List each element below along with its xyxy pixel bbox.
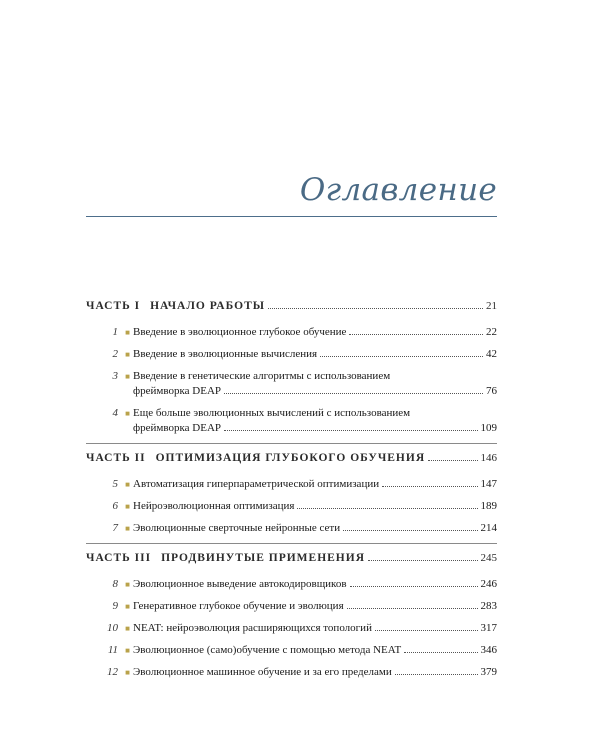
chapter-number: 12 [107, 666, 118, 678]
toc-chapter-entry[interactable] [86, 369, 497, 399]
chapter-body [133, 521, 497, 536]
chapter-title: NEAT: нейроэволюция расширяющихся топологий [133, 622, 372, 634]
chapter-body [133, 325, 497, 340]
chapter-body [133, 599, 497, 614]
chapter-number: 6 [112, 500, 118, 512]
chapter-body [133, 621, 497, 636]
part-page-number: 245 [480, 552, 497, 564]
chapter-title: Автоматизация гиперпараметрической оптимизации [133, 478, 380, 490]
toc-chapter-entry[interactable] [86, 347, 497, 362]
chapter-body [133, 499, 497, 514]
dot-leader [343, 530, 477, 531]
square-bullet-icon: ■ [125, 350, 130, 359]
chapter-title: Еще больше эволюционных вычислений с использованием [133, 407, 411, 419]
square-bullet-icon: ■ [125, 480, 130, 489]
part-divider [86, 543, 497, 544]
chapter-page-number: 109 [480, 422, 497, 434]
chapter-page-number: 246 [480, 578, 497, 590]
chapter-body [133, 347, 497, 362]
chapter-title: Введение в эволюционное глубокое обучение [133, 326, 347, 338]
part-number: ЧАСТЬ I [86, 300, 141, 312]
dot-leader [404, 652, 477, 653]
title-rule [86, 216, 497, 217]
dot-leader [297, 508, 477, 509]
chapter-title-line [133, 499, 497, 514]
chapter-page-number: 214 [480, 522, 497, 534]
chapter-number: 1 [112, 326, 118, 338]
square-bullet-icon: ■ [125, 328, 130, 337]
dot-leader [368, 560, 477, 561]
toc-part-entry[interactable] [86, 300, 497, 318]
square-bullet-icon: ■ [125, 580, 130, 589]
dot-leader [320, 356, 483, 357]
toc-chapter-entry[interactable] [86, 406, 497, 436]
dot-leader [347, 608, 478, 609]
square-bullet-icon: ■ [125, 646, 130, 655]
chapter-title: Эволюционное выведение автокодировщиков [133, 578, 347, 590]
chapter-page-number: 42 [486, 348, 497, 360]
chapter-body [133, 577, 497, 592]
chapter-title-line [133, 347, 497, 362]
chapter-title-line [133, 477, 497, 492]
toc-chapter-entry[interactable] [86, 477, 497, 492]
chapter-number: 11 [107, 644, 118, 656]
chapter-title-line [133, 421, 497, 436]
dot-leader [349, 334, 483, 335]
chapter-number: 2 [112, 348, 118, 360]
toc-part-entry[interactable] [86, 552, 497, 570]
square-bullet-icon: ■ [125, 624, 130, 633]
chapter-page-number: 22 [486, 326, 497, 338]
chapter-title-line [133, 521, 497, 536]
chapter-number: 8 [112, 578, 118, 590]
chapter-title-line [133, 369, 497, 384]
part-title: НАЧАЛО РАБОТЫ [150, 300, 266, 312]
part-number: ЧАСТЬ III [86, 552, 152, 564]
part-title: ОПТИМИЗАЦИЯ ГЛУБОКОГО ОБУЧЕНИЯ [155, 452, 426, 464]
chapter-page-number: 76 [486, 385, 497, 397]
square-bullet-icon: ■ [125, 668, 130, 677]
part-label [86, 552, 365, 564]
chapter-title-line [133, 599, 497, 614]
dot-leader [224, 430, 477, 431]
part-label [86, 452, 425, 464]
part-page-number: 21 [486, 300, 497, 312]
chapter-body [133, 665, 497, 680]
chapter-title-line [133, 577, 497, 592]
dot-leader [428, 460, 477, 461]
dot-leader [375, 630, 478, 631]
chapter-number: 5 [112, 478, 118, 490]
chapter-title: фреймворка DEAP [133, 422, 222, 434]
chapter-title-line [133, 643, 497, 658]
chapter-title: Эволюционные сверточные нейронные сети [133, 522, 341, 534]
chapter-title: Введение в эволюционные вычисления [133, 348, 318, 360]
chapter-body [133, 369, 497, 399]
chapter-title-line [133, 665, 497, 680]
chapter-body [133, 477, 497, 492]
chapter-title: Нейроэволюционная оптимизация [133, 500, 295, 512]
chapter-number: 10 [107, 622, 118, 634]
chapter-title-line [133, 621, 497, 636]
part-number: ЧАСТЬ II [86, 452, 146, 464]
square-bullet-icon: ■ [125, 372, 130, 381]
part-page-number: 146 [480, 452, 497, 464]
chapter-number: 4 [112, 407, 118, 419]
square-bullet-icon: ■ [125, 524, 130, 533]
chapter-body [133, 643, 497, 658]
toc-chapter-entry[interactable] [86, 521, 497, 536]
chapter-title: Эволюционное машинное обучение и за его пределами [133, 666, 392, 678]
toc-chapter-entry[interactable] [86, 665, 497, 680]
dot-leader [224, 393, 483, 394]
part-label [86, 300, 265, 312]
toc-chapter-entry[interactable] [86, 621, 497, 636]
square-bullet-icon: ■ [125, 602, 130, 611]
toc-part-entry[interactable] [86, 452, 497, 470]
chapter-page-number: 147 [480, 478, 497, 490]
dot-leader [350, 586, 478, 587]
table-of-contents [86, 300, 497, 687]
part-divider [86, 443, 497, 444]
chapter-page-number: 283 [480, 600, 497, 612]
toc-chapter-entry[interactable] [86, 325, 497, 340]
chapter-title: Эволюционное (само)обучение с помощью метода NEAT [133, 644, 402, 656]
chapter-title-line [133, 406, 497, 421]
toc-chapter-entry[interactable] [86, 577, 497, 592]
toc-chapter-entry[interactable] [86, 499, 497, 514]
chapter-page-number: 189 [480, 500, 497, 512]
dot-leader [268, 308, 483, 309]
chapter-title: Введение в генетические алгоритмы с использованием [133, 370, 391, 382]
page-title: Оглавление [299, 172, 497, 208]
part-title: ПРОДВИНУТЫЕ ПРИМЕНЕНИЯ [161, 552, 366, 564]
chapter-number: 7 [112, 522, 118, 534]
toc-chapter-entry[interactable] [86, 643, 497, 658]
chapter-body [133, 406, 497, 436]
square-bullet-icon: ■ [125, 502, 130, 511]
chapter-number: 9 [112, 600, 118, 612]
chapter-page-number: 346 [480, 644, 497, 656]
chapter-title: фреймворка DEAP [133, 385, 222, 397]
chapter-number: 3 [112, 370, 118, 382]
chapter-page-number: 317 [480, 622, 497, 634]
toc-chapter-entry[interactable] [86, 599, 497, 614]
dot-leader [382, 486, 477, 487]
square-bullet-icon: ■ [125, 409, 130, 418]
chapter-page-number: 379 [480, 666, 497, 678]
dot-leader [395, 674, 478, 675]
chapter-title-line [133, 325, 497, 340]
chapter-title: Генеративное глубокое обучение и эволюция [133, 600, 344, 612]
chapter-title-line [133, 384, 497, 399]
